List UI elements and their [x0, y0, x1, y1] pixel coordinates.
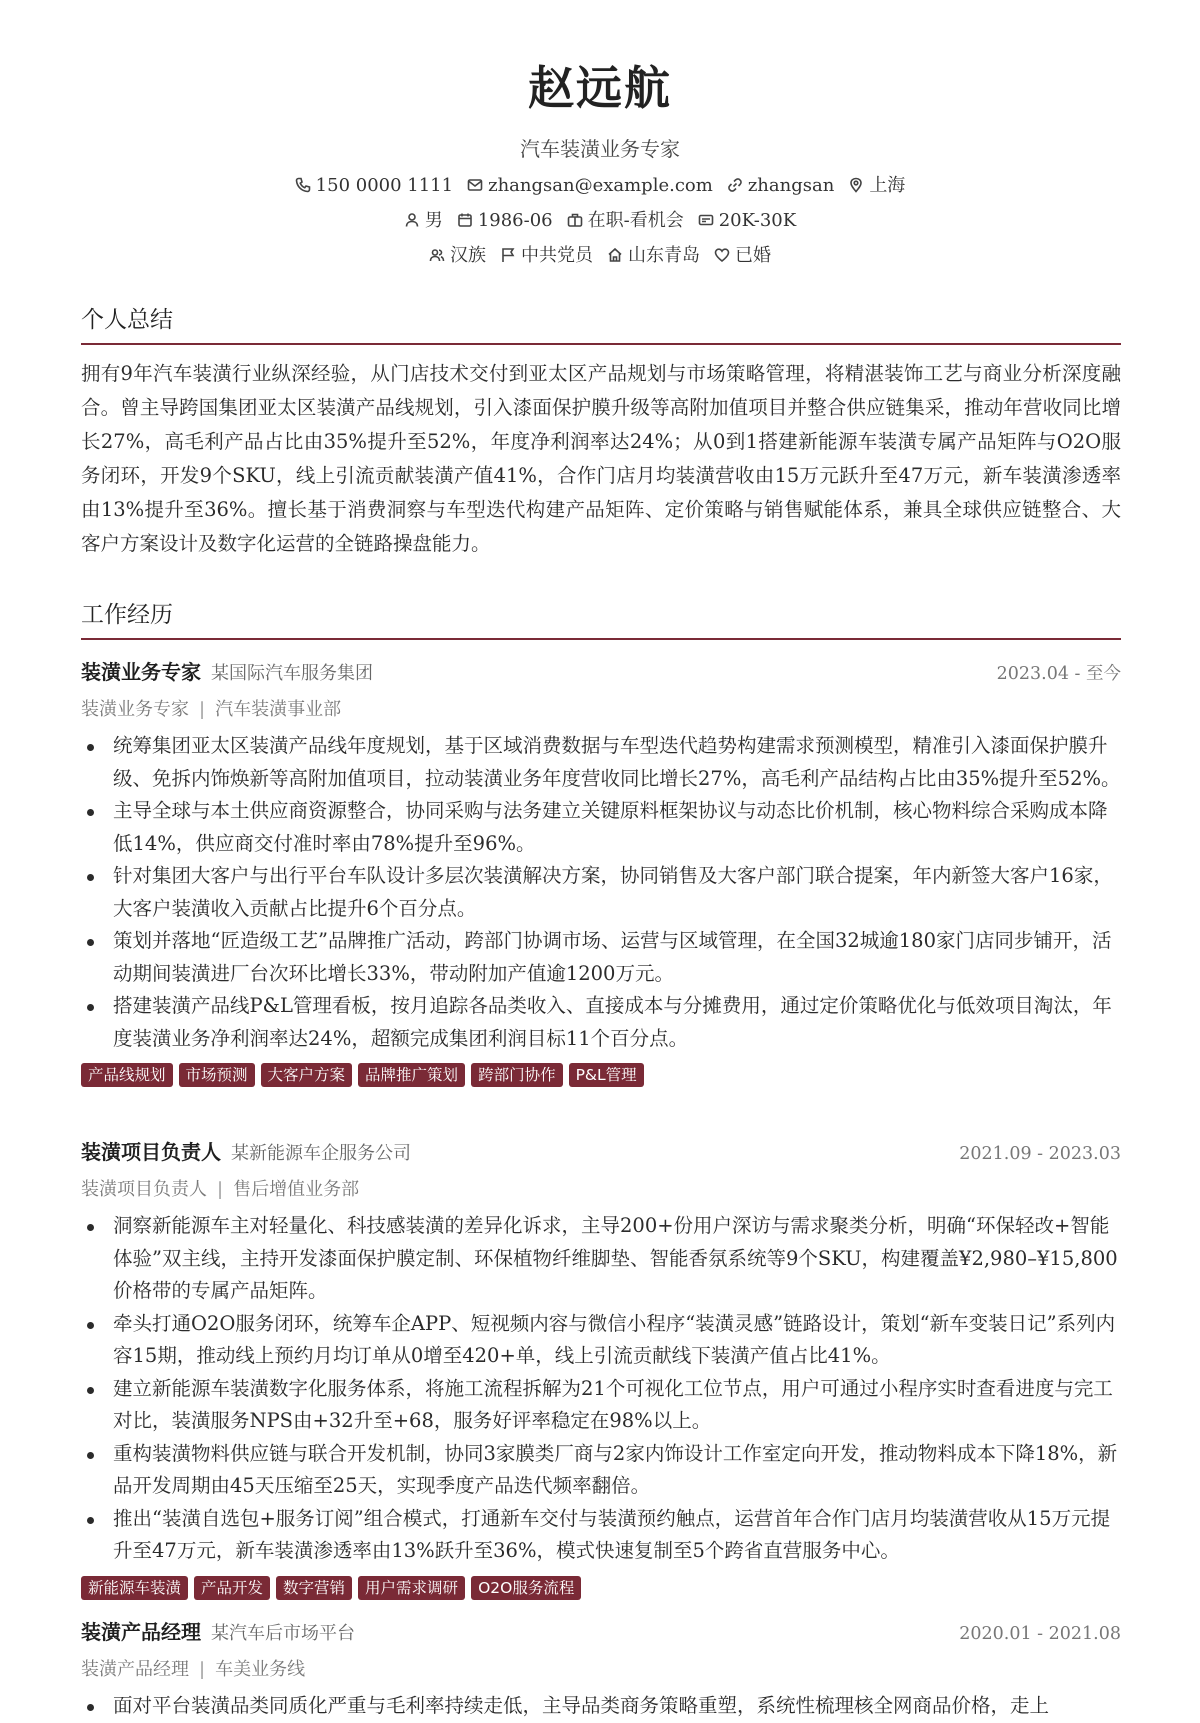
job-title-group [81, 656, 373, 685]
wallet-icon [698, 212, 714, 228]
job-role: 装潢业务专家 [81, 699, 189, 720]
skill-tag: 新能源车装潢 [81, 1576, 188, 1600]
location-item [848, 174, 905, 197]
summary-text: 拥有9年汽车装潢行业纵深经验，从门店技术交付到亚太区产品规划与市场策略管理，将精湛装饰工艺与商业分析深度融合。曾主导跨国集团亚太区装潢产品线规划，引入漆面保护膜升级等高附加值项目并整合供应链集采，推动年营收同比增长27%，高毛利产品占比由35%提升至52%，年度净利润率达24%；从0到1搭建新能源车装潢专属产品矩阵与O2O服务闭环，开发9个SKU，线上引流贡献装潢产值41%，合作门店月均装潢营收由15万元跃升至47万元，新车装潢渗透率由13%提升至36%。擅长基于消费洞察与车型迭代构建产品矩阵、定价策略与销售赋能体系，兼具全球供应链整合、大客户方案设计及数字化运营的全链路操盘能力。 [81, 362, 1121, 555]
phone-item[interactable] [295, 174, 453, 197]
job-bullets [81, 730, 1121, 1055]
ethnicity-item [429, 244, 486, 267]
job-position: 装潢项目负责人 [81, 1140, 221, 1164]
birth-text: 1986-06 [477, 209, 553, 231]
skill-tag: P&L管理 [569, 1063, 644, 1087]
job-company: 某国际汽车服务集团 [211, 663, 373, 684]
bullet-item: 主导全球与本土供应商资源整合，协同采购与法务建立关键原料框架协议与动态比价机制，核心物料综合采购成本降低14%，供应商交付准时率由78%提升至96%。 [81, 795, 1121, 860]
salary-text: 20K-30K [718, 209, 797, 231]
job-entry [81, 1136, 1121, 1600]
job-role: 装潢项目负责人 [81, 1179, 207, 1200]
skill-tag: 用户需求调研 [358, 1576, 465, 1600]
job-subline [81, 1655, 1121, 1681]
skill-tags [81, 1063, 1121, 1087]
skill-tag: 跨部门协作 [471, 1063, 563, 1087]
bullet-item: 牵头打通O2O服务闭环，统筹车企APP、短视频内容与微信小程序“装潢灵感”链路设计，策划“新车变装日记”系列内容15期，推动线上预约月均订单从0增至420+单，线上引流贡献线下装潢产值占比41%。 [81, 1308, 1121, 1373]
job-dept: 车美业务线 [215, 1659, 306, 1680]
home-icon [607, 247, 623, 263]
status-text: 在职-看机会 [587, 209, 684, 231]
calendar-icon [457, 212, 473, 228]
job-title-group [81, 1616, 355, 1645]
job-position: 装潢产品经理 [81, 1620, 201, 1644]
job-title-group [81, 1136, 411, 1165]
email-item[interactable] [467, 174, 713, 197]
job-position: 装潢业务专家 [81, 660, 201, 684]
resume-header [0, 62, 1200, 267]
bullet-item: 面对平台装潢品类同质化严重与毛利率持续走低，主导品类商务策略重塑，系统性梳理核全网商品价格，走上 [81, 1690, 1121, 1723]
job-bullets [81, 1690, 1121, 1723]
email-text: zhangsan@example.com [488, 174, 713, 196]
job-header [81, 1136, 1121, 1165]
job-role: 装潢产品经理 [81, 1659, 189, 1680]
job-subline [81, 1175, 1121, 1201]
skill-tag: 产品开发 [194, 1576, 270, 1600]
bullet-item: 洞察新能源车主对轻量化、科技感装潢的差异化诉求，主导200+份用户深访与需求聚类分析，明确“环保轻改+智能体验”双主线，主持开发漆面保护膜定制、环保植物纤维脚垫、智能香氛系统等9个SKU，构建覆盖¥2,980–¥15,800价格带的专属产品矩阵。 [81, 1210, 1121, 1308]
bullet-item: 搭建装潢产品线P&L管理看板，按月追踪各品类收入、直接成本与分摊费用，通过定价策略优化与低效项目淘汰，年度装潢业务净利润率达24%，超额完成集团利润目标11个百分点。 [81, 990, 1121, 1055]
job-subline [81, 695, 1121, 721]
background-line [0, 244, 1200, 267]
job-header [81, 656, 1121, 685]
hometown-item [607, 244, 700, 267]
politics-text: 中共党员 [521, 244, 593, 266]
link-icon [727, 177, 743, 193]
phone-icon [295, 177, 311, 193]
politics-item [500, 244, 593, 267]
job-date: 2020.01 - 2021.08 [959, 1624, 1121, 1644]
bullet-item: 推出“装潢自选包+服务订阅”组合模式，打通新车交付与装潢预约触点，运营首年合作门店月均装潢营收从15万元提升至47万元，新车装潢渗透率由13%跃升至36%，模式快速复制至5个跨省直营服务中心。 [81, 1503, 1121, 1568]
job-dept: 售后增值业务部 [233, 1179, 360, 1200]
salary-item [698, 209, 796, 232]
bullet-item: 针对集团大客户与出行平台车队设计多层次装潢解决方案，协同销售及大客户部门联合提案，年内新签大客户16家，大客户装潢收入贡献占比提升6个百分点。 [81, 860, 1121, 925]
website-item[interactable] [727, 174, 834, 197]
skill-tag: 大客户方案 [261, 1063, 353, 1087]
summary-heading: 个人总结 [81, 301, 1121, 345]
briefcase-icon [567, 212, 583, 228]
gender-item [404, 209, 443, 232]
personal-line [0, 209, 1200, 232]
status-item [567, 209, 684, 232]
job-company: 某汽车后市场平台 [211, 1623, 355, 1644]
people-icon [429, 247, 445, 263]
separator: | [199, 1659, 206, 1680]
experience-heading: 工作经历 [81, 596, 1121, 640]
job-entry [81, 656, 1121, 1087]
skill-tag: 数字营销 [276, 1576, 352, 1600]
candidate-name: 赵远航 [528, 61, 672, 115]
skill-tag: 产品线规划 [81, 1063, 173, 1087]
job-company: 某新能源车企服务公司 [231, 1143, 411, 1164]
bullet-item: 重构装潢物料供应链与联合开发机制，协同3家膜类厂商与2家内饰设计工作室定向开发，推动物料成本下降18%，新品开发周期由45天压缩至25天，实现季度产品迭代频率翻倍。 [81, 1438, 1121, 1503]
phone-text: 150 0000 1111 [315, 174, 454, 196]
birth-item [457, 209, 553, 232]
location-text: 上海 [869, 174, 906, 196]
ethnicity-text: 汉族 [450, 244, 486, 266]
candidate-title: 汽车装潢业务专家 [520, 136, 680, 161]
skill-tag: 品牌推广策划 [358, 1063, 465, 1087]
heart-icon [714, 247, 730, 263]
summary-section [81, 301, 1121, 561]
job-dept: 汽车装潢事业部 [215, 699, 342, 720]
user-icon [404, 212, 420, 228]
job-date: 2021.09 - 2023.03 [959, 1144, 1121, 1164]
job-bullets [81, 1210, 1121, 1568]
job-header [81, 1616, 1121, 1645]
job-date: 2023.04 - 至今 [996, 664, 1121, 684]
gender-text: 男 [424, 209, 443, 231]
hometown-text: 山东青岛 [628, 244, 700, 266]
experience-section [81, 596, 1121, 640]
website-text: zhangsan [747, 174, 835, 196]
contact-line [0, 174, 1200, 197]
bullet-item: 策划并落地“匠造级工艺”品牌推广活动，跨部门协调市场、运营与区域管理，在全国32城逾180家门店同步铺开，活动期间装潢进厂台次环比增长33%，带动附加产值逾1200万元。 [81, 925, 1121, 990]
flag-icon [500, 247, 516, 263]
skill-tag: 市场预测 [179, 1063, 255, 1087]
marital-text: 已婚 [735, 244, 771, 266]
skill-tags [81, 1576, 1121, 1600]
location-icon [848, 177, 864, 193]
bullet-item: 建立新能源车装潢数字化服务体系，将施工流程拆解为21个可视化工位节点，用户可通过小程序实时查看进度与完工对比，装潢服务NPS由+32升至+68，服务好评率稳定在98%以上。 [81, 1373, 1121, 1438]
mail-icon [467, 177, 483, 193]
separator: | [199, 699, 206, 720]
skill-tag: O2O服务流程 [471, 1576, 581, 1600]
separator: | [217, 1179, 224, 1200]
marital-item [714, 244, 771, 267]
bullet-item: 统筹集团亚太区装潢产品线年度规划，基于区域消费数据与车型迭代趋势构建需求预测模型，精准引入漆面保护膜升级、免拆内饰焕新等高附加值项目，拉动装潢业务年度营收同比增长27%，高毛利产品结构占比由35%提升至52%。 [81, 730, 1121, 795]
job-entry [81, 1616, 1121, 1723]
